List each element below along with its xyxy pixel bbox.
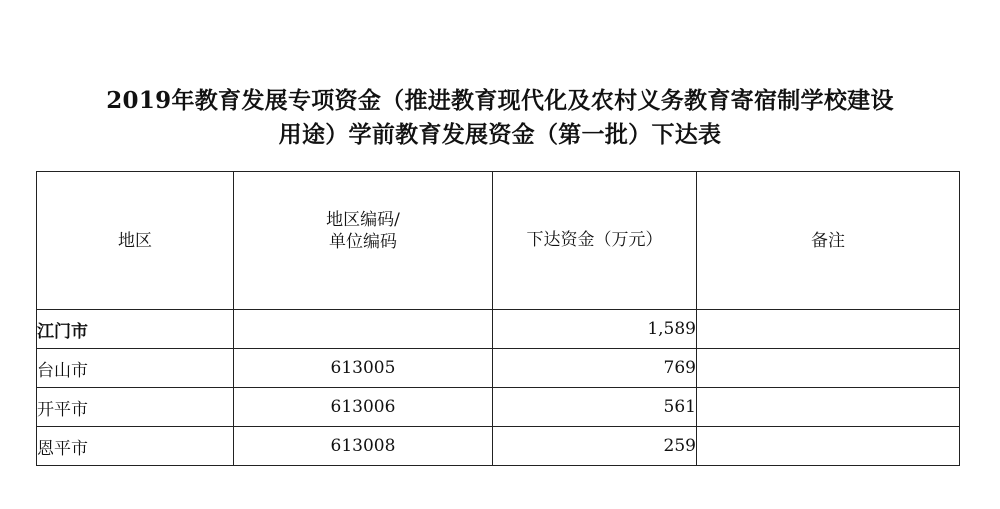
row-region: 江门市 [37, 310, 234, 349]
row-amount: 769 [493, 349, 697, 388]
header-code-line-1: 地区编码/ [326, 209, 400, 230]
header-amount-label: 下达资金（万元） [526, 229, 663, 250]
row-code: 613006 [234, 388, 493, 427]
fund-allocation-table [36, 171, 960, 466]
header-code [234, 172, 493, 310]
row-region: 开平市 [37, 388, 234, 427]
row-code: 613005 [234, 349, 493, 388]
row-remark [697, 310, 960, 349]
row-region: 台山市 [37, 349, 234, 388]
table-row [37, 310, 960, 349]
title-line-2: 用途）学前教育发展资金（第一批）下达表 [278, 121, 722, 148]
table-row [37, 349, 960, 388]
header-region: 地区 [37, 172, 234, 310]
row-remark [697, 349, 960, 388]
header-amount [493, 172, 697, 310]
row-code: 613008 [234, 427, 493, 466]
row-region: 恩平市 [37, 427, 234, 466]
table-header-row [37, 172, 960, 310]
row-amount: 561 [493, 388, 697, 427]
document-title [0, 84, 1000, 152]
row-remark [697, 388, 960, 427]
table-row [37, 427, 960, 466]
header-code-line-2: 单位编码 [329, 231, 397, 252]
header-remark: 备注 [697, 172, 960, 310]
row-amount: 259 [493, 427, 697, 466]
table-row [37, 388, 960, 427]
row-remark [697, 427, 960, 466]
title-line-1: 2019年教育发展专项资金（推进教育现代化及农村义务教育寄宿制学校建设 [106, 87, 894, 114]
row-code [234, 310, 493, 349]
row-amount: 1,589 [493, 310, 697, 349]
